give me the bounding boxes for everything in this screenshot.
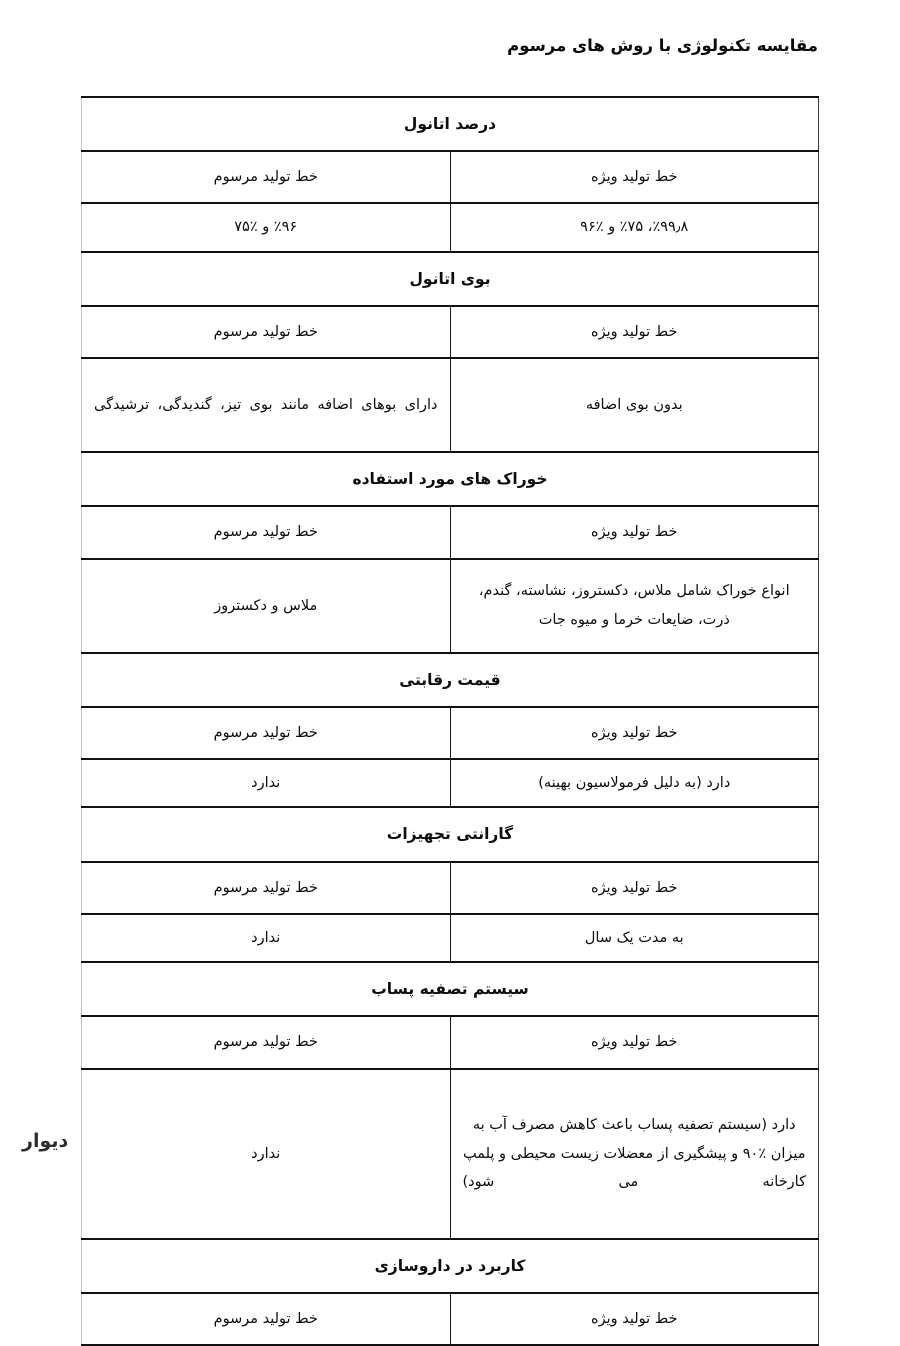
table-row — [82, 807, 819, 861]
cell-special: انواع خوراک شامل ملاس، دکستروز، نشاسته، گندم، ذرت، ضایعات خرما و میوه جات — [450, 559, 819, 653]
cell-special: دارد (به دلیل فرمولاسیون بهینه) — [450, 759, 819, 807]
cell-conventional: ندارد — [82, 914, 451, 962]
cell-conventional: ٪۹۶ و ٪۷۵ — [82, 203, 451, 251]
column-header-conventional: خط تولید مرسوم — [82, 1016, 451, 1068]
table-row — [82, 914, 819, 962]
table-row — [82, 1069, 819, 1239]
column-header-special: خط تولید ویژه — [450, 306, 819, 358]
column-header-special: خط تولید ویژه — [450, 862, 819, 914]
column-header-special: خط تولید ویژه — [450, 506, 819, 558]
table-row — [82, 1239, 819, 1293]
section-heading: خوراک های مورد استفاده — [82, 452, 819, 506]
cell-conventional: ملاس و دکستروز — [82, 559, 451, 653]
table-row — [82, 759, 819, 807]
table-row — [82, 97, 819, 151]
cell-special: به مدت یک سال — [450, 914, 819, 962]
section-heading: کاربرد در داروسازی — [82, 1239, 819, 1293]
table-row — [82, 203, 819, 251]
column-header-conventional: خط تولید مرسوم — [82, 707, 451, 759]
column-header-special: خط تولید ویژه — [450, 1293, 819, 1345]
cell-special: دارد (سیستم تصفیه پساب باعث کاهش مصرف آب به میزان ٪۹۰ و پیشگیری از معضلات زیست محیطی و پلمپ کارخانه می شود) — [450, 1069, 819, 1239]
column-header-special: خط تولید ویژه — [450, 707, 819, 759]
table-row — [82, 252, 819, 306]
cell-conventional: ندارد — [82, 759, 451, 807]
cell-conventional: ندارد — [82, 1069, 451, 1239]
column-header-special: خط تولید ویژه — [450, 1016, 819, 1068]
section-heading: قیمت رقابتی — [82, 653, 819, 707]
column-header-conventional: خط تولید مرسوم — [82, 1293, 451, 1345]
comparison-table — [81, 96, 819, 1346]
column-header-conventional: خط تولید مرسوم — [82, 506, 451, 558]
section-heading: درصد اتانول — [82, 97, 819, 151]
section-heading: سیستم تصفیه پساب — [82, 962, 819, 1016]
table-row — [82, 1293, 819, 1345]
table-row — [82, 862, 819, 914]
section-heading: گارانتی تجهیزات — [82, 807, 819, 861]
table-row — [82, 358, 819, 452]
page-title: مقایسه تکنولوژی با روش های مرسوم — [507, 36, 818, 55]
table-row — [82, 452, 819, 506]
table-row — [82, 962, 819, 1016]
table-row — [82, 506, 819, 558]
column-header-conventional: خط تولید مرسوم — [82, 306, 451, 358]
cell-special: بدون بوی اضافه — [450, 358, 819, 452]
table-row — [82, 559, 819, 653]
cell-conventional: دارای بوهای اضافه مانند بوی تیز، گندیدگی، ترشیدگی — [82, 358, 451, 452]
section-heading: بوی اتانول — [82, 252, 819, 306]
column-header-special: خط تولید ویژه — [450, 151, 819, 203]
divar-watermark: دیوار — [22, 1130, 69, 1152]
column-header-conventional: خط تولید مرسوم — [82, 151, 451, 203]
table-row — [82, 1016, 819, 1068]
cell-special: ٪۹۹٫۸، ٪۷۵ و ٪۹۶ — [450, 203, 819, 251]
table-row — [82, 707, 819, 759]
table-row — [82, 306, 819, 358]
table-row — [82, 151, 819, 203]
table-row — [82, 653, 819, 707]
column-header-conventional: خط تولید مرسوم — [82, 862, 451, 914]
